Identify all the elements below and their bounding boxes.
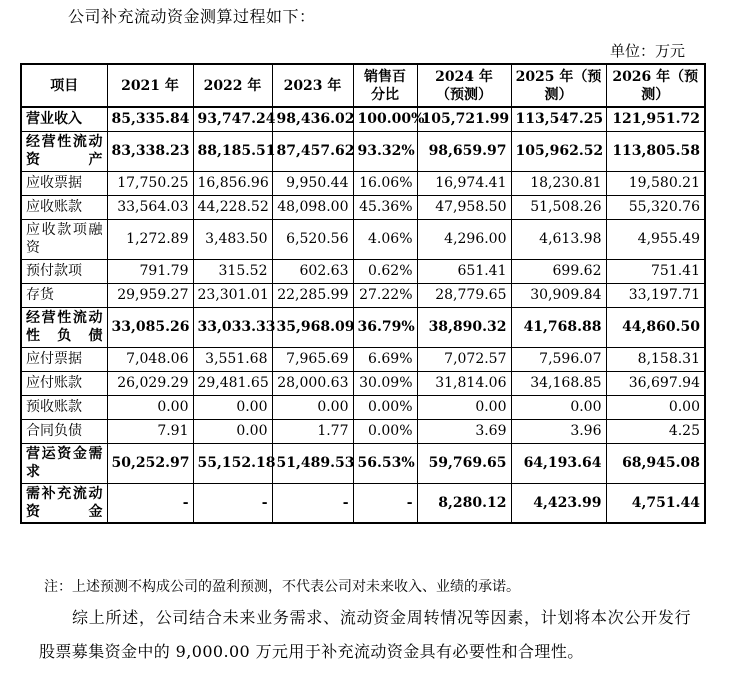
- table-row: [21, 195, 705, 219]
- table-row: [21, 395, 705, 419]
- table-row: [21, 171, 705, 195]
- table-cell: 18,230.81: [511, 171, 606, 195]
- table-cell: 30,909.84: [511, 283, 606, 307]
- table-cell: 699.62: [511, 259, 606, 283]
- table-cell: 0.00: [417, 395, 511, 419]
- row-label: 应收账款: [21, 195, 107, 219]
- table-cell: 33,085.26: [107, 307, 193, 347]
- row-label: 需补充流动资金: [21, 483, 107, 523]
- table-cell: 56.53%: [353, 443, 417, 483]
- conclusion-paragraph: 综上所述，公司结合未来业务需求、流动资金周转情况等因素，计划将本次公开发行股票募集资金中的 9,000.00 万元用于补充流动资金具有必要性和合理性。: [39, 608, 691, 661]
- table-cell: 315.52: [193, 259, 272, 283]
- table-cell: 55,320.76: [606, 195, 705, 219]
- row-label: 应付账款: [21, 371, 107, 395]
- table-cell: 4.25: [606, 419, 705, 443]
- header-2026-forecast: 2026 年（预测）: [606, 64, 705, 107]
- table-row: [21, 131, 705, 171]
- table-cell: 4,296.00: [417, 219, 511, 259]
- header-2022: 2022 年: [193, 64, 272, 107]
- table-row: [21, 259, 705, 283]
- unit-label: 单位：万元: [609, 42, 685, 60]
- row-label: 应付票据: [21, 347, 107, 371]
- table-row: [21, 347, 705, 371]
- table-cell: 9,950.44: [272, 171, 353, 195]
- table-cell: 30.09%: [353, 371, 417, 395]
- table-cell: 6.69%: [353, 347, 417, 371]
- table-cell: 105,962.52: [511, 131, 606, 171]
- table-cell: 0.00: [107, 395, 193, 419]
- table-cell: 33,033.33: [193, 307, 272, 347]
- table-cell: 16,974.41: [417, 171, 511, 195]
- table-row: [21, 219, 705, 259]
- table-cell: 35,968.09: [272, 307, 353, 347]
- table-cell: 0.00: [193, 419, 272, 443]
- table-cell: 0.00%: [353, 395, 417, 419]
- table-cell: 44,860.50: [606, 307, 705, 347]
- header-2024-forecast: 2024 年（预测）: [417, 64, 511, 107]
- table-cell: 16,856.96: [193, 171, 272, 195]
- table-cell: 8,158.31: [606, 347, 705, 371]
- table-cell: -: [193, 483, 272, 523]
- row-label: 合同负债: [21, 419, 107, 443]
- table-cell: 33,197.71: [606, 283, 705, 307]
- table-cell: 98,436.02: [272, 107, 353, 131]
- table-cell: 791.79: [107, 259, 193, 283]
- table-cell: 27.22%: [353, 283, 417, 307]
- table-cell: 85,335.84: [107, 107, 193, 131]
- table-cell: 1,272.89: [107, 219, 193, 259]
- row-label: 应收票据: [21, 171, 107, 195]
- table-row: [21, 283, 705, 307]
- table-cell: 22,285.99: [272, 283, 353, 307]
- table-cell: 45.36%: [353, 195, 417, 219]
- table-cell: 7,596.07: [511, 347, 606, 371]
- table-cell: 113,547.25: [511, 107, 606, 131]
- table-header-row: [21, 64, 705, 107]
- row-label: 预付款项: [21, 259, 107, 283]
- table-cell: 98,659.97: [417, 131, 511, 171]
- table-cell: 36.79%: [353, 307, 417, 347]
- table-cell: 31,814.06: [417, 371, 511, 395]
- table-cell: 105,721.99: [417, 107, 511, 131]
- intro-text: 公司补充流动资金测算过程如下：: [68, 7, 316, 26]
- table-cell: 3,483.50: [193, 219, 272, 259]
- row-label: 营业收入: [21, 107, 107, 131]
- table-cell: 51,489.53: [272, 443, 353, 483]
- table-cell: 7,965.69: [272, 347, 353, 371]
- header-item: 项目: [21, 64, 107, 107]
- table-cell: 23,301.01: [193, 283, 272, 307]
- table-cell: 0.00: [193, 395, 272, 419]
- table-cell: 88,185.51: [193, 131, 272, 171]
- table-cell: 7,072.57: [417, 347, 511, 371]
- table-cell: 41,768.88: [511, 307, 606, 347]
- table-row: [21, 307, 705, 347]
- table-cell: 0.00: [511, 395, 606, 419]
- table-cell: 602.63: [272, 259, 353, 283]
- table-cell: 38,890.32: [417, 307, 511, 347]
- row-label: 存货: [21, 283, 107, 307]
- table-cell: 0.00: [272, 395, 353, 419]
- header-sales-percentage: 销售百分比: [353, 64, 417, 107]
- table-cell: 121,951.72: [606, 107, 705, 131]
- table-row: [21, 483, 705, 523]
- table-cell: 64,193.64: [511, 443, 606, 483]
- table-footnote: 注：上述预测不构成公司的盈利预测，不代表公司对未来收入、业绩的承诺。: [44, 579, 520, 595]
- table-cell: 47,958.50: [417, 195, 511, 219]
- table-cell: 34,168.85: [511, 371, 606, 395]
- table-cell: 28,779.65: [417, 283, 511, 307]
- table-cell: 26,029.29: [107, 371, 193, 395]
- table-cell: 4,955.49: [606, 219, 705, 259]
- table-cell: -: [107, 483, 193, 523]
- table-cell: 93,747.24: [193, 107, 272, 131]
- table-cell: 7,048.06: [107, 347, 193, 371]
- row-label: 经营性流动资产: [21, 131, 107, 171]
- row-label: 营运资金需求: [21, 443, 107, 483]
- table-cell: -: [353, 483, 417, 523]
- table-cell: 651.41: [417, 259, 511, 283]
- table-cell: 8,280.12: [417, 483, 511, 523]
- table-cell: 0.00%: [353, 419, 417, 443]
- table-cell: 50,252.97: [107, 443, 193, 483]
- table-row: [21, 371, 705, 395]
- table-cell: 33,564.03: [107, 195, 193, 219]
- table-cell: 28,000.63: [272, 371, 353, 395]
- table-cell: 7.91: [107, 419, 193, 443]
- table-cell: 19,580.21: [606, 171, 705, 195]
- working-capital-table: [20, 63, 706, 524]
- table-cell: 3,551.68: [193, 347, 272, 371]
- table-cell: 0.00: [606, 395, 705, 419]
- table-cell: 59,769.65: [417, 443, 511, 483]
- table-cell: 100.00%: [353, 107, 417, 131]
- table-cell: 93.32%: [353, 131, 417, 171]
- table-cell: 1.77: [272, 419, 353, 443]
- table-cell: 4,423.99: [511, 483, 606, 523]
- table-cell: 4,613.98: [511, 219, 606, 259]
- table-cell: 3.96: [511, 419, 606, 443]
- table-cell: 0.62%: [353, 259, 417, 283]
- header-2023: 2023 年: [272, 64, 353, 107]
- table-row: [21, 443, 705, 483]
- table-cell: 36,697.94: [606, 371, 705, 395]
- table-cell: -: [272, 483, 353, 523]
- table-cell: 4.06%: [353, 219, 417, 259]
- row-label: 经营性流动性负债: [21, 307, 107, 347]
- table-cell: 17,750.25: [107, 171, 193, 195]
- table-cell: 87,457.62: [272, 131, 353, 171]
- table-cell: 51,508.26: [511, 195, 606, 219]
- table-cell: 83,338.23: [107, 131, 193, 171]
- table-cell: 113,805.58: [606, 131, 705, 171]
- header-2025-forecast: 2025 年（预测）: [511, 64, 606, 107]
- table-cell: 3.69: [417, 419, 511, 443]
- table-cell: 6,520.56: [272, 219, 353, 259]
- table-cell: 29,481.65: [193, 371, 272, 395]
- table-cell: 68,945.08: [606, 443, 705, 483]
- table-cell: 48,098.00: [272, 195, 353, 219]
- table-cell: 55,152.18: [193, 443, 272, 483]
- table-cell: 29,959.27: [107, 283, 193, 307]
- table-cell: 751.41: [606, 259, 705, 283]
- table-cell: 4,751.44: [606, 483, 705, 523]
- table-row: [21, 419, 705, 443]
- table-row: [21, 107, 705, 131]
- table-cell: 16.06%: [353, 171, 417, 195]
- table-cell: 44,228.52: [193, 195, 272, 219]
- row-label: 预收账款: [21, 395, 107, 419]
- row-label: 应收款项融资: [21, 219, 107, 259]
- header-2021: 2021 年: [107, 64, 193, 107]
